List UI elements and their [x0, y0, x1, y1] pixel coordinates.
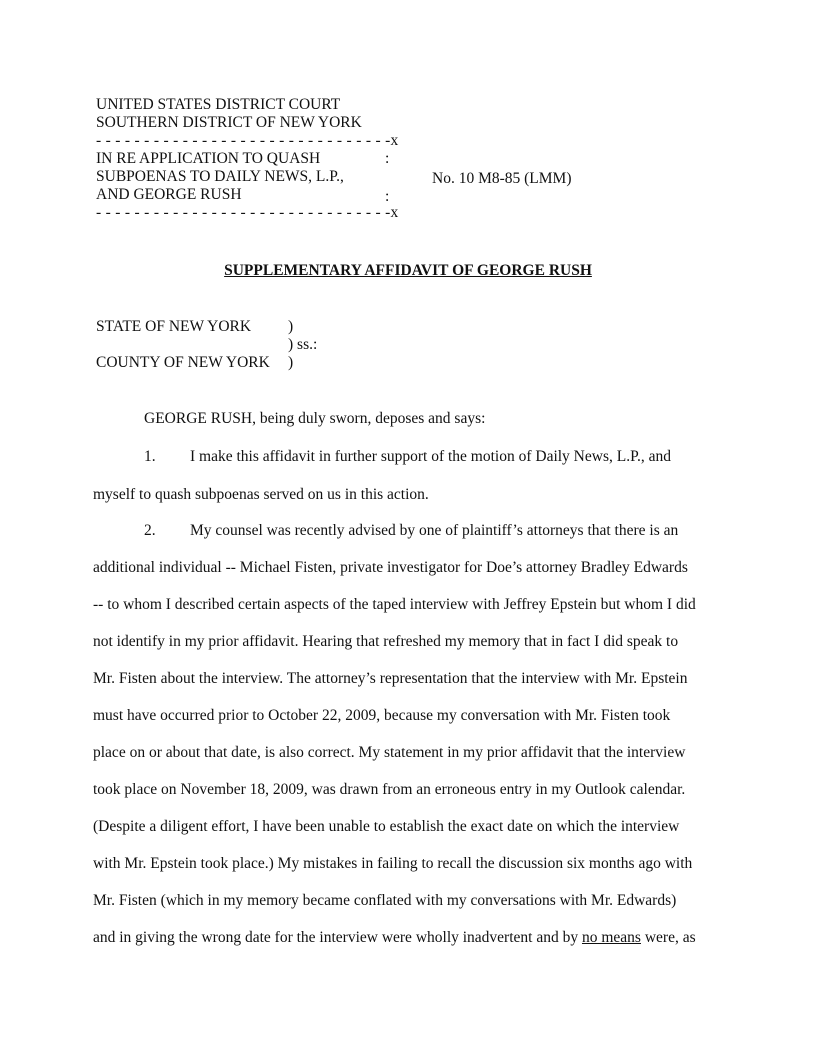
paragraph-2-line: Mr. Fisten about the interview. The attorney’s representation that the interview with Mr. Epstein: [93, 670, 688, 687]
paragraph-2-line: with Mr. Epstein took place.) My mistakes in failing to recall the discussion six months ago with: [93, 855, 693, 872]
paragraph-2-line: place on or about that date, is also correct. My statement in my prior affidavit that the interview: [93, 744, 686, 761]
document-title: SUPPLEMENTARY AFFIDAVIT OF GEORGE RUSH: [224, 262, 592, 279]
paragraph-1-number: 1.: [144, 448, 156, 465]
paragraph-1-line: myself to quash subpoenas served on us in this action.: [93, 486, 429, 503]
emphasis-no-means: no means: [581, 929, 641, 946]
paragraph-2-line: must have occurred prior to October 22, 2009, because my conversation with Mr. Fisten took: [93, 707, 671, 724]
paragraph-2-number: 2.: [144, 522, 156, 539]
venue-paren-3: ): [288, 354, 294, 371]
court-name-line1: UNITED STATES DISTRICT COURT: [96, 96, 341, 113]
venue-paren-1: ): [288, 318, 294, 335]
paragraph-2-line: additional individual -- Michael Fisten, private investigator for Doe’s attorney Bradley Edwards: [93, 559, 688, 576]
case-number: No. 10 M8-85 (LMM): [432, 170, 572, 187]
last-line-after: were, as: [640, 929, 696, 946]
paragraph-1-line: I make this affidavit in further support of the motion of Daily News, L.P., and: [190, 448, 671, 465]
paragraph-2-line: -- to whom I described certain aspects of the taped interview with Jeffrey Epstein but whom I did: [93, 596, 696, 613]
court-name-line2: SOUTHERN DISTRICT OF NEW YORK: [96, 114, 362, 131]
venue-ss: ) ss.:: [288, 336, 318, 353]
last-line-before: and in giving the wrong date for the interview were wholly inadvertent and by: [93, 929, 582, 946]
paragraph-2-line: took place on November 18, 2009, was drawn from an erroneous entry in my Outlook calendar.: [93, 781, 686, 798]
paragraph-2-line: Mr. Fisten (which in my memory became conflated with my conversations with Mr. Edwards): [93, 892, 677, 909]
intro-statement: GEORGE RUSH, being duly sworn, deposes and says:: [144, 410, 486, 427]
matter-line2: SUBPOENAS TO DAILY NEWS, L.P.,: [96, 168, 344, 185]
venue-county: COUNTY OF NEW YORK: [96, 354, 270, 371]
matter-line3: AND GEORGE RUSH: [96, 186, 242, 203]
paragraph-2-line: (Despite a diligent effort, I have been unable to establish the exact date on which the interview: [93, 818, 680, 835]
caption-colon-2: :: [385, 188, 390, 205]
paragraph-2-line: not identify in my prior affidavit. Hearing that refreshed my memory that in fact I did speak to: [93, 633, 679, 650]
matter-line1: IN RE APPLICATION TO QUASH: [96, 150, 321, 167]
paragraph-2-line: My counsel was recently advised by one of plaintiff’s attorneys that there is an: [190, 522, 679, 539]
caption-colon-1: :: [385, 150, 390, 167]
caption-rule-bottom: - - - - - - - - - - - - - - - - - - - - - - - - - - - - - - -x: [96, 204, 399, 221]
paragraph-2-last-line: [93, 929, 696, 947]
caption-rule-top: - - - - - - - - - - - - - - - - - - - - - - - - - - - - - - -x: [96, 132, 399, 149]
venue-state: STATE OF NEW YORK: [96, 318, 252, 335]
